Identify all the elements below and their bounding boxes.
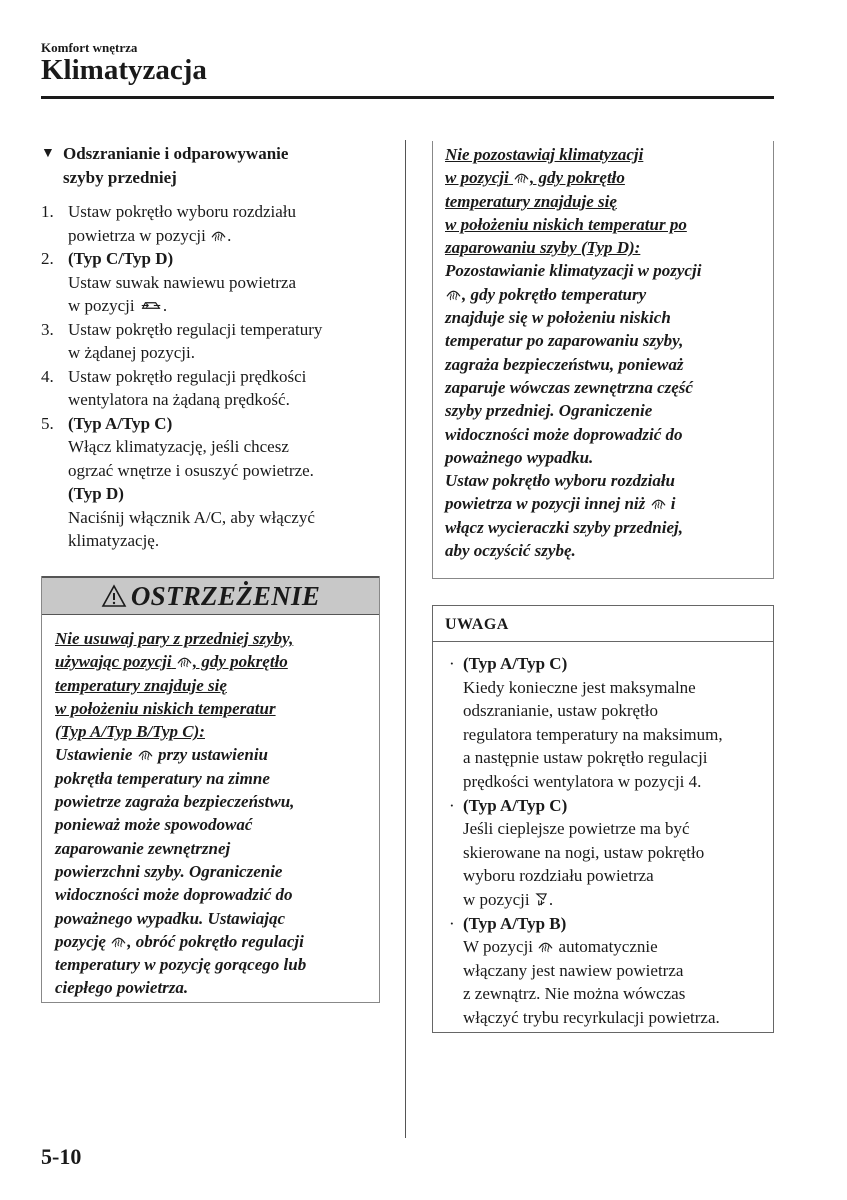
step-line: ogrzać wnętrze i osuszyć powietrze. [68,460,314,480]
note-box [432,605,774,1033]
note-item-head: (Typ A/Typ C) [463,654,568,673]
caution-line: Pozostawianie klimatyzacji w pozycji [445,261,702,281]
step-4 [41,365,381,412]
warning-line: ciepłego powietrza. [55,978,189,998]
step-line: klimatyzację. [68,531,160,550]
windshield-defrost-icon [446,288,461,301]
caution-line: zaparuje wówczas zewnętrzna część [445,377,693,397]
breadcrumb: Komfort wnętrza [41,40,138,55]
note-title: UWAGA [433,606,773,642]
note-body [433,642,773,1030]
step-2 [41,247,381,318]
windshield-defrost-icon [651,497,666,510]
column-divider [405,140,406,1138]
windshield-defrost-icon [111,935,126,948]
step-5 [41,412,381,553]
page-number: 5-10 [41,1144,82,1169]
caution-line: szyby przedniej. Ograniczenie [445,401,653,421]
step-line: powietrza w pozycji [68,225,206,245]
warning-line: widoczności może doprowadzić do [55,885,293,905]
step-number: 4. [41,366,54,386]
step-line-end: . [227,225,232,245]
bullet-dot: · [449,654,455,673]
step-text [68,412,315,553]
step-line-end: . [162,296,168,315]
bullet-dot: · [449,913,455,933]
caution-line: Ustaw pokrętło wyboru rozdziału [445,471,676,491]
note-line: skierowane na nogi, ustaw pokrętło [463,842,705,862]
step-number: 2. [41,249,54,268]
step-3 [41,318,381,365]
step-text [68,318,322,365]
warning-text: , gdy pokrętło [192,652,288,672]
caution-text: powietrza w pozycji innej niż [445,494,646,514]
warning-line: w położeniu niskich temperatur [55,698,276,718]
windshield-defrost-icon [538,940,553,953]
warning-line: ponieważ może spowodować [55,815,253,835]
warning-header [42,576,379,615]
caution-line: widoczności może doprowadzić do [445,424,683,444]
note-item-head: (Typ A/Typ B) [463,913,567,933]
caution-line [445,168,625,187]
note-line: w pozycji [463,889,530,909]
warning-text: używając pozycji [55,652,172,672]
warning-box [41,576,380,1003]
warning-line: (Typ A/Typ B/Typ C): [55,722,205,742]
warning-line: temperatury znajduje się [55,675,227,695]
warning-triangle-icon [101,584,127,608]
warning-line [55,652,288,671]
step-line: Ustaw pokrętło regulacji temperatury [68,319,323,339]
title-divider [41,96,774,99]
note-item [449,652,765,794]
warning-text: pozycję [55,931,106,951]
note-item [449,794,765,912]
step-variant: (Typ D) [68,484,124,503]
note-line: z zewnątrz. Nie można wówczas [463,984,686,1004]
caution-text: , gdy pokrętło [530,168,625,188]
step-text [68,365,306,412]
note-line: wyboru rozdziału powietrza [463,866,654,886]
section-heading-text [63,142,288,190]
caution-line: aby oczyścić szybę. [445,541,576,561]
caution-text: , gdy pokrętło temperatury [462,284,647,304]
step-number: 3. [41,319,54,339]
warning-line: zaparowanie zewnętrznej [55,838,231,858]
note-line-end: . [548,889,554,909]
step-line: w żądanej pozycji. [68,343,195,362]
caution-line: znajduje się w położeniu niskich [445,308,671,328]
note-item-text [463,912,720,1030]
caution-line: zagraża bezpieczeństwu, ponieważ [445,354,684,374]
step-text [68,200,296,247]
section-heading [41,142,381,190]
caution-line: Nie pozostawiaj klimatyzacji [445,145,644,164]
caution-text: w pozycji [445,168,509,188]
windshield-defrost-icon [177,655,192,668]
step-text [68,247,296,318]
note-line: W pozycji [463,937,534,957]
caution-line: włącz wycieraczki szyby przedniej, [445,517,683,537]
step-line: w pozycji [68,296,135,315]
step-variant: (Typ C/Typ D) [68,249,174,268]
caution-line: poważnego wypadku. [445,447,594,467]
warning-line: temperatury w pozycję gorącego lub [55,955,307,975]
step-line: Włącz klimatyzację, jeśli chcesz [68,437,289,456]
caution-text: i [670,494,676,514]
warning-title: OSTRZEŻENIE [130,580,321,611]
down-triangle-icon: ▼ [41,146,55,161]
caution-line: temperatur po zaparowaniu szyby, [445,331,684,351]
note-item [449,912,765,1030]
note-line: regulatora temperatury na maksimum, [463,724,723,744]
step-line: Ustaw pokrętło regulacji prędkości [68,366,307,386]
caution-line: temperatury znajduje się [445,191,617,211]
steps-list [41,200,381,553]
step-variant: (Typ A/Typ C) [68,413,173,433]
warning-text: , obróć pokrętło regulacji [127,931,304,951]
step-line: wentylatora na żądaną prędkość. [68,390,290,409]
note-line: automatycznie [558,937,658,957]
bullet-dot: · [449,795,455,815]
warning-text: przy ustawieniu [157,745,269,765]
windshield-defrost-icon [211,229,226,242]
warning-line: powietrze zagraża bezpieczeństwu, [55,792,295,812]
left-column [41,142,381,553]
warning-line: poważnego wypadku. Ustawiając [55,908,285,928]
caution-line: zaparowaniu szyby (Typ D): [445,238,641,258]
step-1 [41,200,381,247]
step-line: Ustaw suwak nawiewu powietrza [68,272,297,292]
fresh-air-icon [140,299,162,312]
note-line: włączany jest nawiew powietrza [463,960,684,980]
note-line: Kiedy konieczne jest maksymalne [463,677,696,697]
foot-defrost-icon [535,893,548,906]
windshield-defrost-icon [514,171,529,184]
page-title: Klimatyzacja [41,54,207,86]
step-line: Naciśnij włącznik A/C, aby włączyć [68,507,315,527]
note-item-text [463,652,723,794]
note-line: a następnie ustaw pokrętło regulacji [463,748,708,768]
step-number: 5. [41,413,54,433]
step-line: Ustaw pokrętło wyboru rozdziału [68,202,297,221]
caution-box [432,141,774,579]
caution-line: w położeniu niskich temperatur po [445,214,687,234]
step-number: 1. [41,202,54,221]
windshield-defrost-icon [138,748,153,761]
warning-line: pokrętła temperatury na zimne [55,768,270,788]
note-line: Jeśli cieplejsze powietrze ma być [463,819,690,839]
note-item-head: (Typ A/Typ C) [463,795,568,815]
note-line: włączyć trybu recyrkulacji powietrza. [463,1007,720,1027]
note-line: prędkości wentylatora w pozycji 4. [463,771,702,791]
note-line: odszranianie, ustaw pokrętło [463,701,658,721]
warning-body [42,615,379,1000]
warning-line: powierzchni szyby. Ograniczenie [55,861,283,881]
warning-text: Ustawienie [55,745,133,765]
section-heading-line2: szyby przedniej [63,168,177,187]
section-heading-line1: Odszranianie i odparowywanie [63,144,289,163]
note-item-text [463,794,704,912]
warning-line: Nie usuwaj pary z przedniej szyby, [55,629,294,648]
